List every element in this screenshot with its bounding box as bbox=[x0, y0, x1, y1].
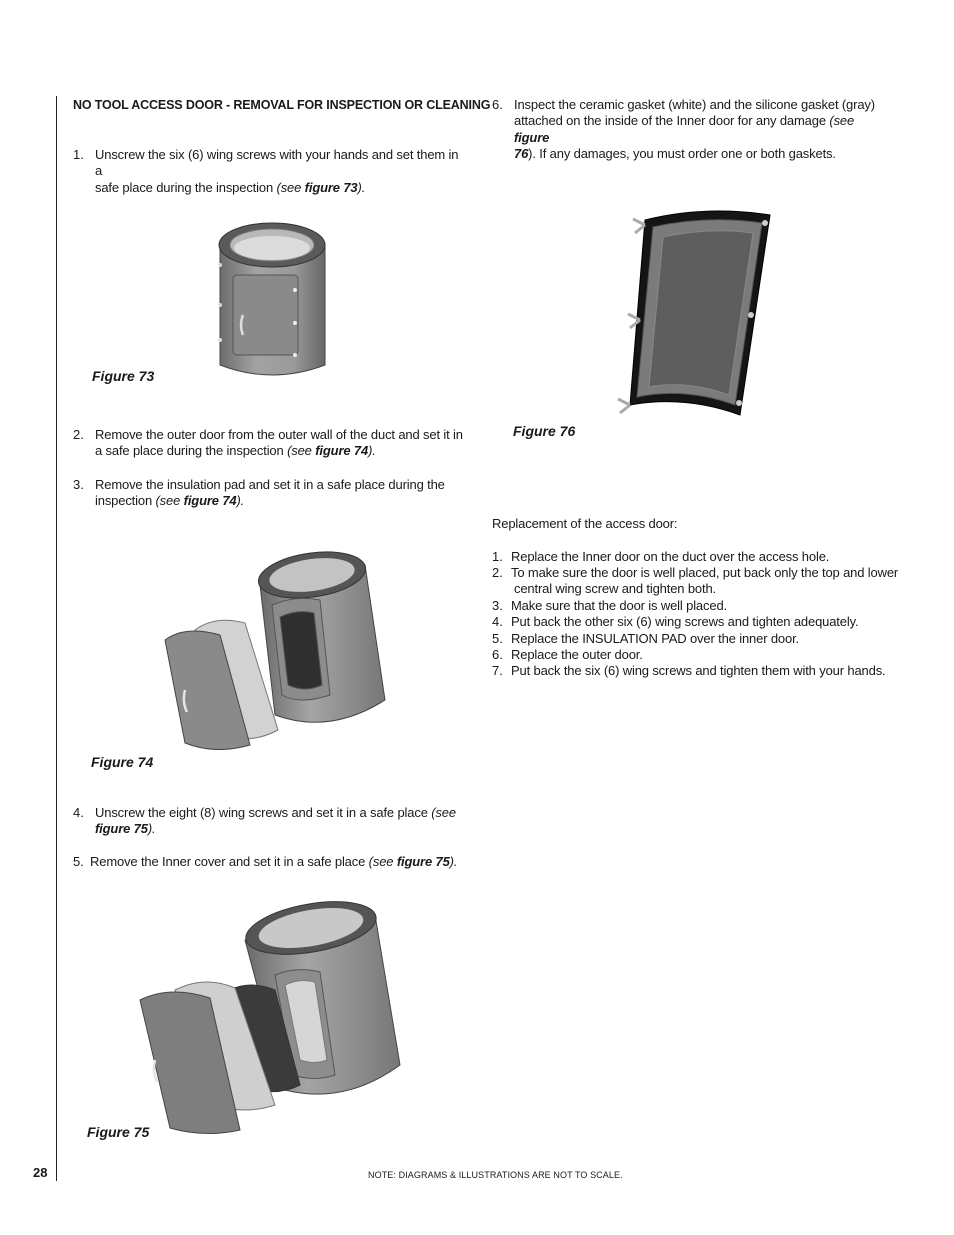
step-3-text: Remove the insulation pad and set it in a safe place during the inspection (see figure 74). bbox=[95, 477, 445, 509]
replacement-6-text: Replace the outer door. bbox=[511, 647, 643, 662]
replacement-2-number: 2. bbox=[492, 565, 503, 580]
replacement-1-number: 1. bbox=[492, 549, 503, 564]
step-1-number: 1. bbox=[73, 147, 84, 162]
replacement-4-number: 4. bbox=[492, 614, 503, 629]
replacement-intro: Replacement of the access door: bbox=[492, 516, 678, 531]
step-3-number: 3. bbox=[73, 477, 84, 492]
figure-76-illustration bbox=[615, 205, 780, 420]
step-1-text: Unscrew the six (6) wing screws with your hands and set them in a safe place during the inspection (see figure 73). bbox=[95, 147, 459, 195]
replacement-1-text: Replace the Inner door on the duct over the access hole. bbox=[511, 549, 830, 564]
scale-note: NOTE: DIAGRAMS & ILLUSTRATIONS ARE NOT TO SCALE. bbox=[368, 1170, 623, 1180]
replacement-3-text: Make sure that the door is well placed. bbox=[511, 598, 727, 613]
figure-74-caption: Figure 74 bbox=[91, 754, 154, 770]
margin-rule bbox=[56, 96, 57, 1181]
page-number: 28 bbox=[33, 1165, 48, 1180]
step-6-text: Inspect the ceramic gasket (white) and the silicone gasket (gray) attached on the inside of the Inner door for any damage (see figure 76). If any damages, you must order one or both gaskets. bbox=[514, 97, 875, 161]
figure-75-caption: Figure 75 bbox=[87, 1124, 150, 1140]
figure-73-illustration bbox=[205, 215, 335, 380]
step-2-text: Remove the outer door from the outer wall of the duct and set it in a safe place during the inspection (see figure 74). bbox=[95, 427, 463, 459]
replacement-6-number: 6. bbox=[492, 647, 503, 662]
replacement-5-text: Replace the INSULATION PAD over the inner door. bbox=[511, 631, 799, 646]
replacement-2-continued: central wing screw and tighten both. bbox=[514, 581, 716, 596]
replacement-5-number: 5. bbox=[492, 631, 503, 646]
figure-73-caption: Figure 73 bbox=[92, 368, 155, 384]
replacement-3-number: 3. bbox=[492, 598, 503, 613]
replacement-7-text: Put back the six (6) wing screws and tighten them with your hands. bbox=[511, 663, 886, 678]
step-6-number: 6. bbox=[492, 97, 503, 112]
section-heading: NO TOOL ACCESS DOOR - REMOVAL FOR INSPECTION OR CLEANING bbox=[73, 98, 491, 112]
replacement-7-number: 7. bbox=[492, 663, 503, 678]
step-5-text: Remove the Inner cover and set it in a safe place (see figure 75). bbox=[90, 854, 458, 869]
figure-76-caption: Figure 76 bbox=[513, 423, 576, 439]
replacement-4-text: Put back the other six (6) wing screws and tighten adequately. bbox=[511, 614, 859, 629]
figure-74-illustration bbox=[160, 545, 390, 750]
replacement-2-text: To make sure the door is well placed, put back only the top and lower bbox=[511, 565, 899, 580]
step-5-number: 5. bbox=[73, 854, 84, 869]
step-4-text: Unscrew the eight (8) wing screws and set it in a safe place (see figure 75). bbox=[95, 805, 456, 837]
step-2-number: 2. bbox=[73, 427, 84, 442]
figure-75-illustration bbox=[135, 900, 410, 1135]
step-4-number: 4. bbox=[73, 805, 84, 820]
